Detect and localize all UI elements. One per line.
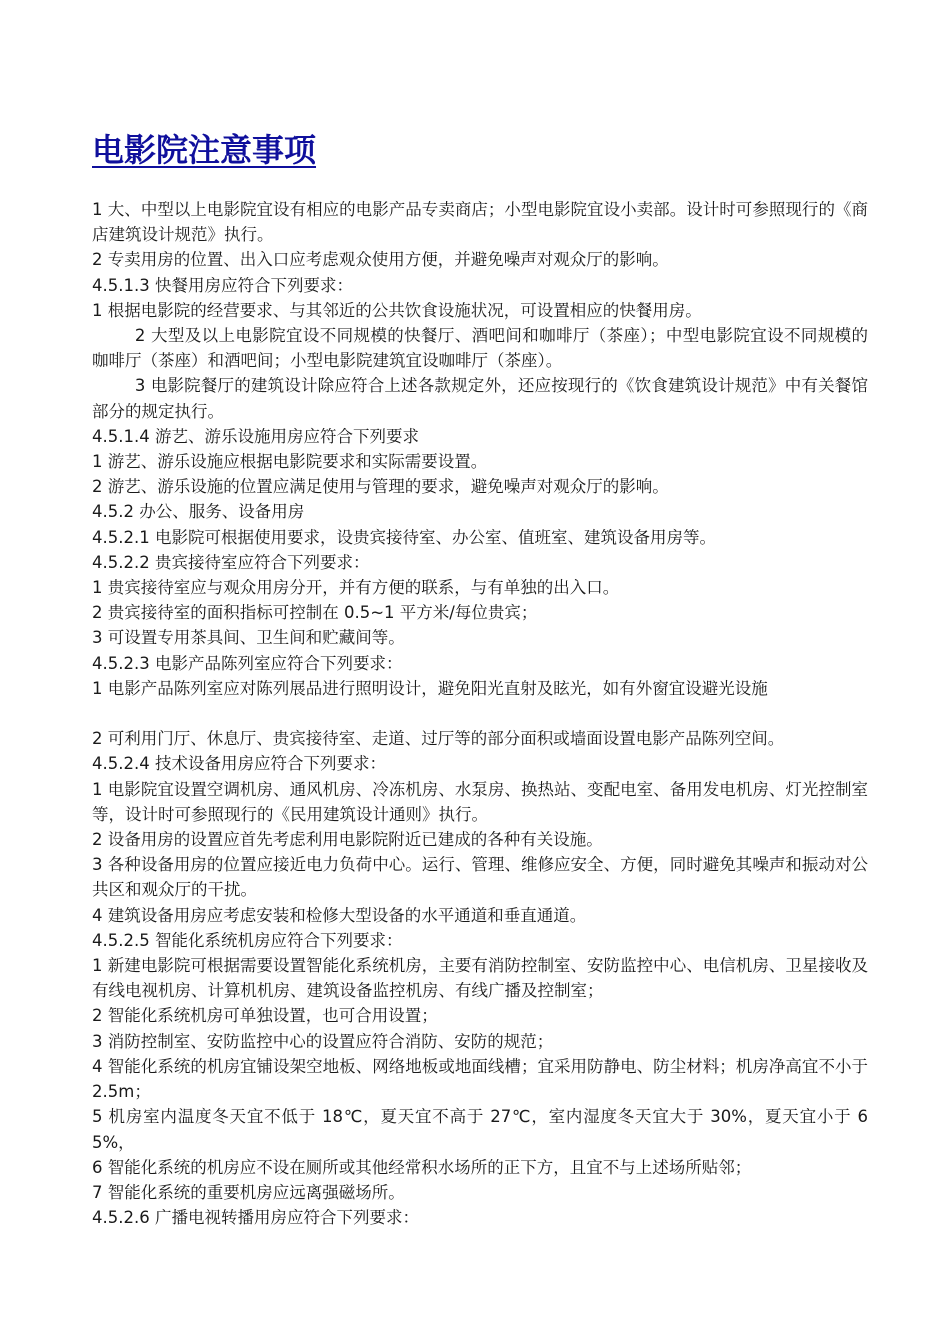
paragraph: 2 贵宾接待室的面积指标可控制在 0.5~1 平方米/每位贵宾； <box>92 603 538 623</box>
section-heading: 4.5.2.4 技术设备用房应符合下列要求： <box>92 754 386 774</box>
section-heading: 4.5.2.6 广播电视转播用房应符合下列要求： <box>92 1208 419 1228</box>
paragraph: 3 可设置专用茶具间、卫生间和贮藏间等。 <box>92 628 405 648</box>
paragraph: 4 智能化系统的机房宜铺设架空地板、网络地板或地面线槽；宜采用防静电、防尘材料；机房净高宜不小于 2.5m； <box>92 1056 868 1102</box>
paragraph: 1 游艺、游乐设施应根据电影院要求和实际需要设置。 <box>92 452 488 472</box>
paragraph: 1 根据电影院的经营要求、与其邻近的公共饮食设施状况，可设置相应的快餐用房。 <box>92 300 702 320</box>
paragraph: 7 智能化系统的重要机房应远离强磁场所。 <box>92 1182 405 1202</box>
paragraph: 1 新建电影院可根据需要设置智能化系统机房，主要有消防控制室、安防监控中心、电信机房、卫星接收及有线电视机房、计算机机房、建筑设备监控机房、有线广播及控制室； <box>92 956 868 1001</box>
paragraph: 2 可利用门厅、休息厅、贵宾接待室、走道、过厅等的部分面积或墙面设置电影产品陈列空间。 <box>92 729 785 749</box>
paragraph: 6 智能化系统的机房应不设在厕所或其他经常积水场所的正下方，且宜不与上述场所贴邻； <box>92 1157 752 1177</box>
section-heading: 4.5.2.3 电影产品陈列室应符合下列要求： <box>92 653 403 673</box>
paragraph: 1 电影产品陈列室应对陈列展品进行照明设计，避免阳光直射及眩光，如有外窗宜设避光设施 <box>92 678 768 698</box>
paragraph: 2 专卖用房的位置、出入口应考虑观众使用方便，并避免噪声对观众厅的影响。 <box>92 250 669 270</box>
section-heading: 4.5.1.3 快餐用房应符合下列要求： <box>92 275 353 295</box>
blank-line <box>92 701 868 726</box>
paragraph: 3 各种设备用房的位置应接近电力负荷中心。运行、管理、维修应安全、方便，同时避免其噪声和振动对公共区和观众厅的干扰。 <box>92 855 868 900</box>
paragraph: 1 大、中型以上电影院宜设有相应的电影产品专卖商店；小型电影院宜设小卖部。设计时可参照现行的《商店建筑设计规范》执行。 <box>92 200 868 245</box>
document-body <box>92 197 868 1230</box>
paragraph: 2 游艺、游乐设施的位置应满足使用与管理的要求，避免噪声对观众厅的影响。 <box>92 477 669 497</box>
section-heading: 4.5.2.2 贵宾接待室应符合下列要求： <box>92 552 370 572</box>
paragraph: 5 机房室内温度冬天宜不低于 18℃，夏天宜不高于 27℃，室内湿度冬天宜大于 30%，夏天宜小于 65%， <box>92 1107 868 1152</box>
paragraph: 2 智能化系统机房可单独设置，也可合用设置； <box>92 1006 438 1026</box>
paragraph: 2 大型及以上电影院宜设不同规模的快餐厅、酒吧间和咖啡厅（茶座）；中型电影院宜设不同规模的咖啡厅（茶座）和酒吧间；小型电影院建筑宜设咖啡厅（茶座）。 <box>92 326 868 371</box>
paragraph: 1 电影院宜设置空调机房、通风机房、冷冻机房、水泵房、换热站、变配电室、备用发电机房、灯光控制室等，设计时可参照现行的《民用建筑设计通则》执行。 <box>92 779 868 824</box>
document-title: 电影院注意事项 <box>92 131 317 169</box>
section-heading: 4.5.2.5 智能化系统机房应符合下列要求： <box>92 930 403 950</box>
paragraph: 3 消防控制室、安防监控中心的设置应符合消防、安防的规范； <box>92 1031 554 1051</box>
paragraph: 2 设备用房的设置应首先考虑利用电影院附近已建成的各种有关设施。 <box>92 830 603 850</box>
paragraph: 4 建筑设备用房应考虑安装和检修大型设备的水平通道和垂直通道。 <box>92 905 587 925</box>
section-heading: 4.5.2 办公、服务、设备用房 <box>92 502 305 522</box>
paragraph: 4.5.2.1 电影院可根据使用要求，设贵宾接待室、办公室、值班室、建筑设备用房等。 <box>92 527 716 547</box>
section-heading: 4.5.1.4 游艺、游乐设施用房应符合下列要求 <box>92 426 419 446</box>
paragraph: 1 贵宾接待室应与观众用房分开，并有方便的联系，与有单独的出入口。 <box>92 578 620 598</box>
paragraph: 3 电影院餐厅的建筑设计除应符合上述各款规定外，还应按现行的《饮食建筑设计规范》中有关餐馆部分的规定执行。 <box>92 376 868 421</box>
